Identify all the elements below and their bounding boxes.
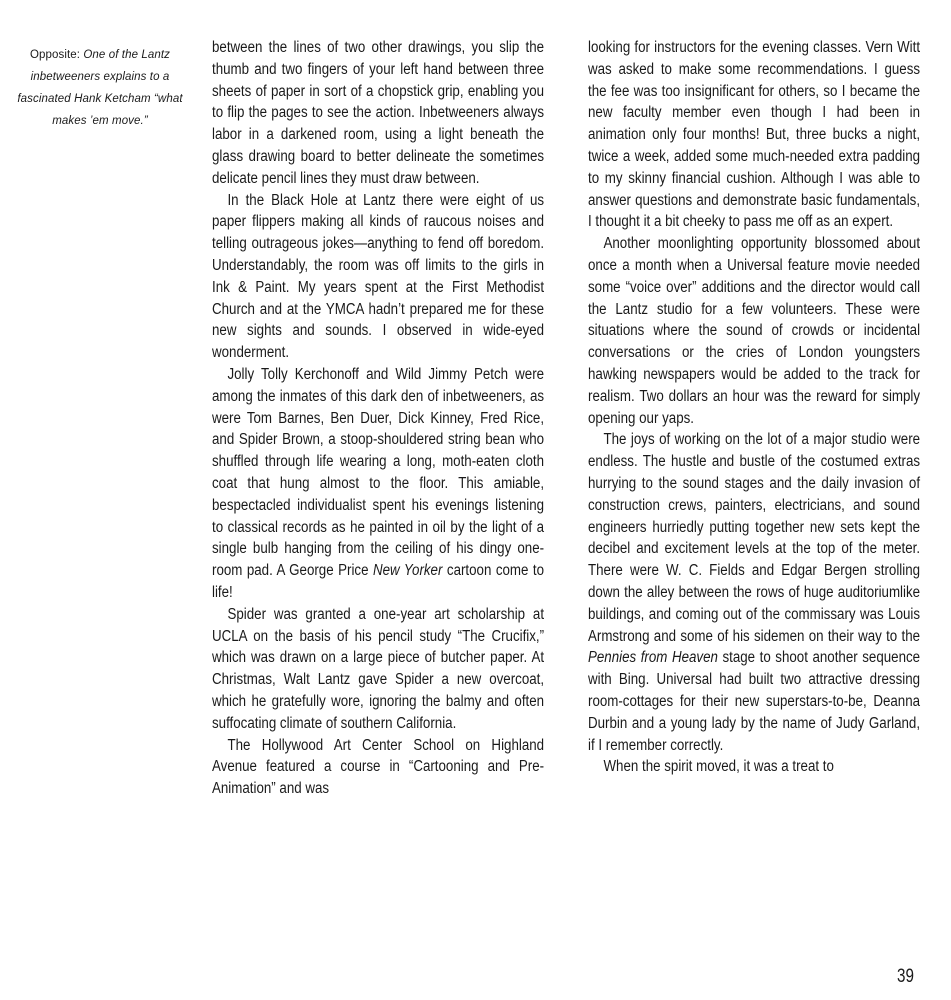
paragraph-text: The joys of working on the lot of a major studio were endless. The hustle and bustle of the costumed extras hurrying to the sound stages and the daily invasion of construction crews, painters, electricians, and sound engineers hurriedly putting together new sets kept the decibel and excitement levels at the top of the meter. There were W. C. Fields and Edgar Bergen strolling down the alley between the rows of huge auditoriumlike buildings, and coming out of the commissary was Louis Armstrong and some of his sidemen on their way to the: [588, 431, 921, 645]
paragraph-text: cartoon come to life!: [212, 562, 545, 601]
caption-lead: Opposite:: [29, 49, 81, 61]
text-column-left: [212, 37, 544, 800]
paragraph-text: stage to shoot another sequence with Bing. Universal had built two attractive dressing room-cottages for their new superstars-to-be, Deanna Durbin and a young lady by the name of Judy Garland, if I remember correctly.: [588, 649, 921, 754]
paragraph: Spider was granted a one-year art scholarship at UCLA on the basis of his pencil study “The Crucifix,” which was drawn on a large piece of butcher paper. At Christmas, Walt Lantz gave Spider a new overcoat, which he gratefully wore, ignoring the balmy and often suffocating climate of southern California.: [212, 605, 545, 732]
text-column-right: [588, 37, 920, 778]
page-number: 39: [897, 966, 914, 987]
paragraph: When the spirit moved, it was a treat to: [603, 758, 834, 776]
italic-title: New Yorker: [372, 562, 443, 580]
paragraph: [588, 429, 920, 756]
paragraph: [212, 364, 544, 604]
paragraph: looking for instructors for the evening classes. Vern Witt was asked to make some recommendations. I guess the fee was too insignificant for others, so I became the new faculty member even though I had been in animation only four months! But, three bucks a night, twice a week, added some much-needed extra padding to my skinny financial cushion. Although I was able to answer questions and demonstrate basic fundamentals, I thought it a bit cheeky to pass me off as an expert.: [588, 39, 921, 231]
photo-caption: [14, 44, 186, 132]
caption-text: One of the Lantz inbetweeners explains to a fascinated Hank Ketcham “what makes ’em move.”: [17, 49, 183, 127]
paragraph: between the lines of two other drawings, you slip the thumb and two fingers of your left hand between three sheets of paper in sort of a chopstick grip, enabling you to flip the pages to see the action. Inbetweeners always labor in a darkened room, using a light beneath the glass drawing board to better delineate the sometimes delicate pencil lines they must draw between.: [212, 39, 545, 187]
paragraph: In the Black Hole at Lantz there were eight of us paper flippers making all kinds of raucous noises and telling outrageous jokes—anything to fend off boredom. Understandably, the room was off limits to the girls in Ink & Paint. My years spent at the First Methodist Church and at the YMCA hadn’t prepared me for these new sights and sounds. I observed in wide-eyed wonderment.: [212, 191, 545, 362]
italic-title: Pennies from Heaven: [588, 649, 718, 667]
paragraph: The Hollywood Art Center School on Highland Avenue featured a course in “Cartooning and Pre-Animation” and was: [212, 736, 545, 798]
paragraph: Another moonlighting opportunity blossomed about once a month when a Universal feature movie needed some “voice over” additions and the director would call the Lantz studio for a few volunteers. These were situations where the sound of crowds or incidental conversations or the cries of London youngsters hawking newspapers would be added to the track for realism. Two dollars an hour was the reward for simply opening our yaps.: [588, 235, 921, 427]
paragraph-text: Jolly Tolly Kerchonoff and Wild Jimmy Petch were among the inmates of this dark den of inbetweeners, as were Tom Barnes, Ben Duer, Dick Kinney, Fred Rice, and Spider Brown, a stoop-shouldered string bean who shuffled through life wearing a long, moth-eaten cloth coat that hung almost to the floor. This amiable, bespectacled individualist spent his evenings listening to classical records as he painted in oil by the light of a single bulb hanging from the ceiling of his dingy one-room pad. A George Price: [212, 365, 545, 580]
